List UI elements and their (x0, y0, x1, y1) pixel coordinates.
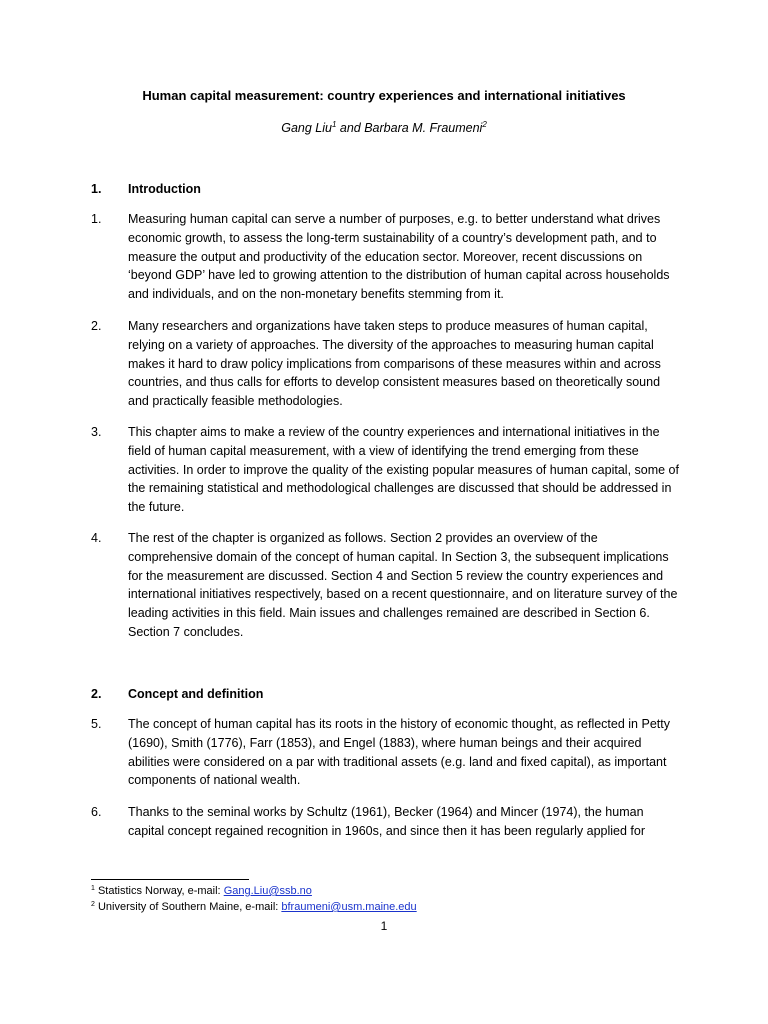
author-line (0, 119, 768, 137)
paragraph-text: This chapter aims to make a review of the country experiences and international initiatives in the field of human capital measurement, with a view of identifying the trend emerging from these activities. In order to improve the quality of the existing popular measures of human capital, some of the remaining statistical and methodological challenges are discussed that should be addressed in the future. (128, 425, 679, 515)
paragraph-text: Thanks to the seminal works by Schultz (1961), Becker (1964) and Mincer (1974), the human capital concept regained recognition in 1960s, and since then it has been regularly applied for (128, 805, 646, 838)
paragraph-text: The concept of human capital has its roots in the history of economic thought, as reflected in Petty (1690), Smith (1776), Farr (1853), and Engel (1883), where human beings and their acquired abilities were considered on a par with traditional assets (e.g. land and fixed capital), as important components of national wealth. (128, 717, 670, 788)
email-link-gang-liu[interactable]: Gang.Liu@ssb.no (223, 885, 312, 897)
author-2: Barbara M. Fraumeni (364, 121, 483, 135)
paragraph-number: 2. (91, 319, 102, 333)
author-conjunction: and (336, 121, 365, 135)
paragraph-text: Many researchers and organizations have taken steps to produce measures of human capital, relying on a variety of approaches. The diversity of the approaches to measuring human capital makes it hard to draw policy implications from comparisons of these measures within and across countries, and thus calls for efforts to develop consistent measures based on theoretically sound and practically feasible methodologies. (128, 319, 661, 409)
page-number: 1 (380, 919, 388, 933)
footnote-1 (91, 884, 312, 898)
footnote-text: University of Southern Maine, e-mail: (94, 901, 282, 913)
paragraph-number: 4. (91, 531, 102, 545)
paragraph-number: 3. (91, 425, 102, 439)
paper-title: Human capital measurement: country experiences and international initiatives (142, 88, 626, 103)
section-title: Introduction (128, 182, 201, 196)
footnote-mark: 2 (91, 901, 95, 908)
paragraph-number: 1. (91, 212, 102, 226)
email-link-barbara-fraumeni[interactable]: bfraumeni@usm.maine.edu (281, 901, 417, 913)
footnote-mark: 1 (91, 885, 95, 892)
author-2-footnote-mark: 2 (482, 120, 487, 129)
author-1-footnote-mark: 1 (331, 120, 337, 129)
author-1: Gang Liu (281, 121, 332, 135)
footnote-2 (91, 900, 417, 914)
paragraph-number: 6. (91, 805, 102, 819)
section-number: 1. (91, 182, 102, 196)
paragraph-text: Measuring human capital can serve a number of purposes, e.g. to better understand what drives economic growth, to assess the long-term sustainability of a country’s development path, and to measure the output and productivity of the education sector. Moreover, recent discussions on ‘beyond GDP’ have led to growing attention to the distribution of human capital across households and individuals, and on the non-monetary benefits stemming from it. (128, 212, 670, 302)
footnote-text: Statistics Norway, e-mail: (94, 885, 224, 897)
footnote-separator (91, 879, 249, 880)
section-number: 2. (91, 687, 102, 701)
section-title: Concept and definition (128, 687, 264, 701)
paragraph-text: The rest of the chapter is organized as follows. Section 2 provides an overview of the comprehensive domain of the concept of human capital. In Section 3, the subsequent implications for the measurement are discussed. Section 4 and Section 5 review the country experiences and international initiatives respectively, based on a recent questionnaire, and on literature survey of the leading activities in this field. Main issues and challenges remained are described in Section 6. Section 7 concludes. (128, 531, 678, 639)
paragraph-number: 5. (91, 717, 102, 731)
